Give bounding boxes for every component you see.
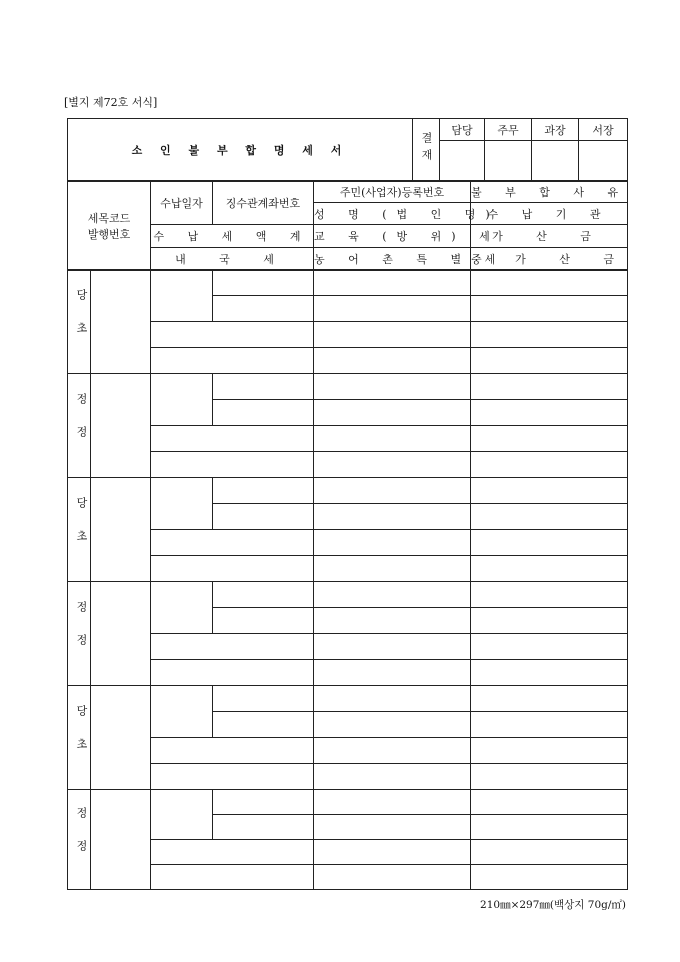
account-no-cell-2[interactable] bbox=[213, 815, 314, 840]
rural-tax-cell[interactable] bbox=[314, 660, 471, 686]
institution-header: 수 납 기 관 bbox=[471, 203, 628, 225]
penalty-cell[interactable] bbox=[471, 322, 628, 348]
account-no-cell[interactable] bbox=[213, 374, 314, 400]
role-in-charge: 담당 bbox=[440, 119, 485, 141]
penalty-header: 가 산 금 bbox=[471, 225, 628, 248]
institution-cell[interactable] bbox=[471, 504, 628, 530]
account-no-cell[interactable] bbox=[213, 582, 314, 608]
pay-date-header: 수납일자 bbox=[151, 181, 213, 225]
total-tax-cell[interactable] bbox=[151, 634, 314, 660]
role-chief: 주무 bbox=[485, 119, 532, 141]
heavy-penalty-header: 중 가 산 금 bbox=[471, 248, 628, 271]
header-table bbox=[67, 118, 628, 182]
reason-cell[interactable] bbox=[471, 478, 628, 504]
reg-no-cell[interactable] bbox=[314, 582, 471, 608]
reason-header: 불 부 합 사 유 bbox=[471, 181, 628, 203]
penalty-cell[interactable] bbox=[471, 530, 628, 556]
group-label bbox=[68, 686, 91, 790]
approval-label: 결재 bbox=[413, 119, 440, 182]
edu-tax-cell[interactable] bbox=[314, 840, 471, 865]
pay-date-cell[interactable] bbox=[151, 478, 213, 530]
account-no-header: 징수관계좌번호 bbox=[213, 181, 314, 225]
tax-code-cell[interactable] bbox=[91, 582, 151, 686]
group-label-text: 당초 bbox=[75, 704, 88, 771]
domestic-tax-cell[interactable] bbox=[151, 660, 314, 686]
account-no-cell[interactable] bbox=[213, 478, 314, 504]
name-header: 성 명 (법 인 명) bbox=[314, 203, 471, 225]
name-cell[interactable] bbox=[314, 712, 471, 738]
edu-tax-cell[interactable] bbox=[314, 530, 471, 556]
group-label-text: 당초 bbox=[75, 496, 88, 563]
group-label-text: 정정 bbox=[75, 392, 88, 459]
total-tax-cell[interactable] bbox=[151, 322, 314, 348]
tax-code-cell[interactable] bbox=[91, 478, 151, 582]
total-tax-cell[interactable] bbox=[151, 738, 314, 764]
group-label bbox=[68, 582, 91, 686]
institution-cell[interactable] bbox=[471, 608, 628, 634]
account-no-cell-2[interactable] bbox=[213, 608, 314, 634]
reg-no-cell[interactable] bbox=[314, 686, 471, 712]
group-label bbox=[68, 270, 91, 374]
sign-chief[interactable] bbox=[485, 141, 532, 182]
name-cell[interactable] bbox=[314, 400, 471, 426]
sign-in-charge[interactable] bbox=[440, 141, 485, 182]
rural-tax-cell[interactable] bbox=[314, 556, 471, 582]
tax-code-cell[interactable] bbox=[91, 270, 151, 374]
account-no-cell-2[interactable] bbox=[213, 712, 314, 738]
role-director: 서장 bbox=[579, 119, 628, 141]
total-tax-header: 수 납 세 액 계 bbox=[151, 225, 314, 248]
domestic-tax-cell[interactable] bbox=[151, 764, 314, 790]
domestic-tax-cell[interactable] bbox=[151, 348, 314, 374]
entry-group bbox=[67, 789, 628, 890]
total-tax-cell[interactable] bbox=[151, 426, 314, 452]
total-tax-cell[interactable] bbox=[151, 530, 314, 556]
institution-cell[interactable] bbox=[471, 712, 628, 738]
edu-tax-header: 교 육 (방 위) 세 bbox=[314, 225, 471, 248]
edu-tax-cell[interactable] bbox=[314, 738, 471, 764]
penalty-cell[interactable] bbox=[471, 426, 628, 452]
account-no-cell[interactable] bbox=[213, 686, 314, 712]
heavy-penalty-cell[interactable] bbox=[471, 348, 628, 374]
group-label bbox=[68, 790, 91, 890]
domestic-tax-header: 내 국 세 bbox=[151, 248, 314, 271]
penalty-cell[interactable] bbox=[471, 840, 628, 865]
edu-tax-cell[interactable] bbox=[314, 634, 471, 660]
rural-tax-cell[interactable] bbox=[314, 865, 471, 890]
group-label bbox=[68, 478, 91, 582]
pay-date-cell[interactable] bbox=[151, 374, 213, 426]
institution-cell[interactable] bbox=[471, 400, 628, 426]
name-cell[interactable] bbox=[314, 608, 471, 634]
group-label-text: 당초 bbox=[75, 288, 88, 355]
sign-section-head[interactable] bbox=[532, 141, 579, 182]
account-no-cell[interactable] bbox=[213, 270, 314, 296]
reg-no-cell[interactable] bbox=[314, 374, 471, 400]
account-no-cell-2[interactable] bbox=[213, 504, 314, 530]
pay-date-cell[interactable] bbox=[151, 270, 213, 322]
reason-cell[interactable] bbox=[471, 582, 628, 608]
rural-tax-cell[interactable] bbox=[314, 452, 471, 478]
entry-group bbox=[67, 269, 628, 374]
name-cell[interactable] bbox=[314, 296, 471, 322]
domestic-tax-cell[interactable] bbox=[151, 865, 314, 890]
heavy-penalty-cell[interactable] bbox=[471, 865, 628, 890]
domestic-tax-cell[interactable] bbox=[151, 452, 314, 478]
issue-no-label: 발행번호 bbox=[87, 227, 131, 241]
reg-no-header: 주민(사업자)등록번호 bbox=[314, 181, 471, 203]
reason-cell[interactable] bbox=[471, 270, 628, 296]
rural-tax-header: 농 어 촌 특 별 세 bbox=[314, 248, 471, 271]
reg-no-cell[interactable] bbox=[314, 478, 471, 504]
institution-cell[interactable] bbox=[471, 296, 628, 322]
heavy-penalty-cell[interactable] bbox=[471, 556, 628, 582]
domestic-tax-cell[interactable] bbox=[151, 556, 314, 582]
edu-tax-cell[interactable] bbox=[314, 426, 471, 452]
group-label-text: 정정 bbox=[75, 806, 88, 873]
heavy-penalty-cell[interactable] bbox=[471, 452, 628, 478]
role-section-head: 과장 bbox=[532, 119, 579, 141]
tax-code-label: 세목코드 bbox=[87, 211, 131, 225]
pay-date-cell[interactable] bbox=[151, 582, 213, 634]
account-no-cell[interactable] bbox=[213, 790, 314, 815]
total-tax-cell[interactable] bbox=[151, 840, 314, 865]
institution-cell[interactable] bbox=[471, 815, 628, 840]
document-title: 소 인 불 부 합 명 세 서 bbox=[68, 119, 413, 182]
entry-group bbox=[67, 477, 628, 582]
reason-cell[interactable] bbox=[471, 374, 628, 400]
tax-code-cell[interactable] bbox=[91, 686, 151, 790]
account-no-cell-2[interactable] bbox=[213, 400, 314, 426]
penalty-cell[interactable] bbox=[471, 634, 628, 660]
heavy-penalty-cell[interactable] bbox=[471, 764, 628, 790]
edu-tax-cell[interactable] bbox=[314, 322, 471, 348]
reg-no-cell[interactable] bbox=[314, 270, 471, 296]
tax-code-cell[interactable] bbox=[91, 790, 151, 890]
tax-code-cell[interactable] bbox=[91, 374, 151, 478]
rural-tax-cell[interactable] bbox=[314, 764, 471, 790]
penalty-cell[interactable] bbox=[471, 738, 628, 764]
account-no-cell-2[interactable] bbox=[213, 296, 314, 322]
sign-director[interactable] bbox=[579, 141, 628, 182]
reg-no-cell[interactable] bbox=[314, 790, 471, 815]
entry-group bbox=[67, 581, 628, 686]
paper-size-note: 210㎜×297㎜(백상지 70g/㎡) bbox=[480, 899, 626, 911]
pay-date-cell[interactable] bbox=[151, 686, 213, 738]
pay-date-cell[interactable] bbox=[151, 790, 213, 840]
form-label: [별지 제72호 서식] bbox=[64, 96, 158, 109]
heavy-penalty-cell[interactable] bbox=[471, 660, 628, 686]
group-label bbox=[68, 374, 91, 478]
reason-cell[interactable] bbox=[471, 686, 628, 712]
name-cell[interactable] bbox=[314, 504, 471, 530]
column-header-table bbox=[67, 180, 628, 271]
entry-group bbox=[67, 373, 628, 478]
name-cell[interactable] bbox=[314, 815, 471, 840]
rural-tax-cell[interactable] bbox=[314, 348, 471, 374]
entry-group bbox=[67, 685, 628, 790]
tax-code-header bbox=[68, 181, 151, 271]
reason-cell[interactable] bbox=[471, 790, 628, 815]
group-label-text: 정정 bbox=[75, 600, 88, 667]
